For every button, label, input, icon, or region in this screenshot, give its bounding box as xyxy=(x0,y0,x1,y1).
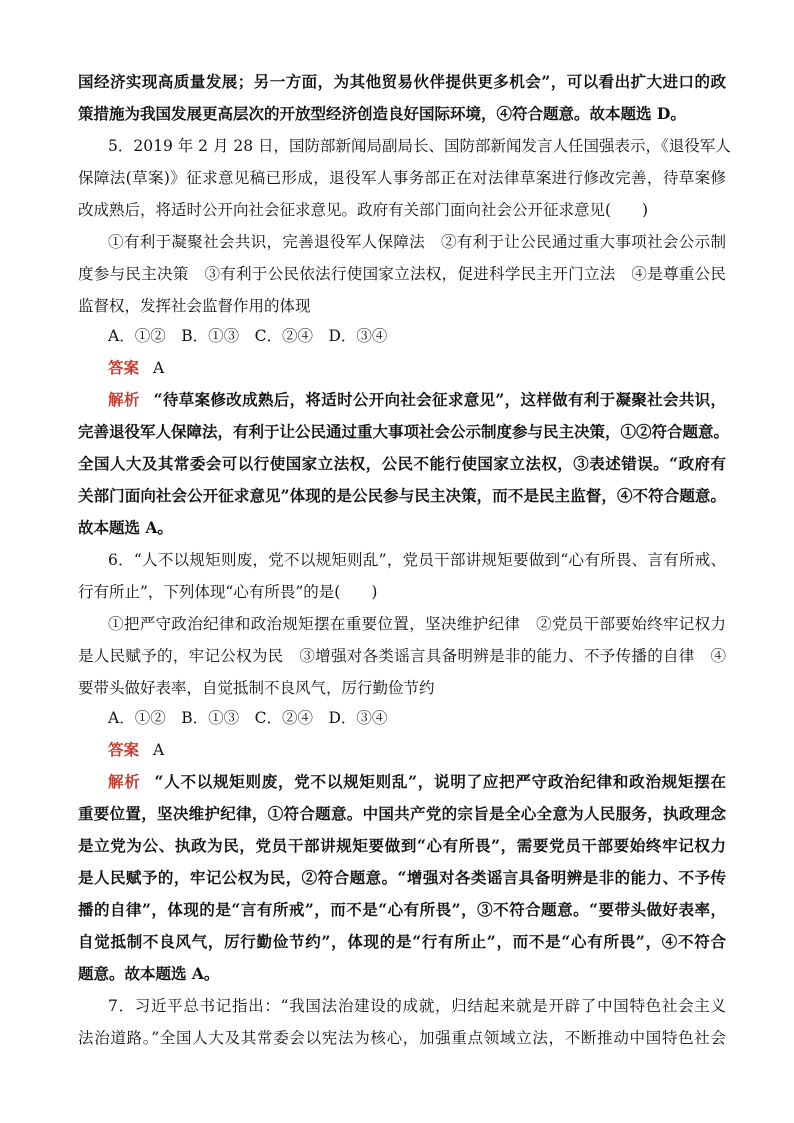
analysis-line xyxy=(108,390,726,410)
analysis-label: 解析 xyxy=(108,390,140,409)
question-stem: 改成熟后，将适时公开向社会征求意见。政府有关部门面向社会公开征求意见( ) xyxy=(78,201,649,219)
question-statement: 要带头做好表率，自觉抵制不良风气，厉行勤俭节约 xyxy=(78,679,435,697)
answer-value: A xyxy=(153,741,165,759)
analysis-text: 是人民赋予的，牢记公权为民，②符合题意。“增强对各类谣言具备明辨是非的能力、不予传 xyxy=(78,868,726,887)
question-statement: 度参与民主决策 ③有利于公民依法行使国家立法权，促进科学民主开门立法 ④是尊重公民 xyxy=(78,265,726,283)
question-options: A．①② B．①③ C．②④ D．③④ xyxy=(108,327,388,345)
analysis-label: 解析 xyxy=(108,772,141,791)
analysis-text: “待草案修改成熟后，将适时公开向社会征求意见”，这样做有利于凝聚社会共识， xyxy=(153,390,726,409)
analysis-text: 播的自律”，体现的是“言有所戒”，而不是“心有所畏”，③不符合题意。“要带头做好表率， xyxy=(78,900,726,919)
question-statement: 监督权，发挥社会监督作用的体现 xyxy=(78,297,311,315)
question-options: A．①② B．①③ C．②④ D．③④ xyxy=(108,709,388,727)
answer-label: 答案 xyxy=(108,740,140,759)
analysis-text: 关部门面向社会公开征求意见”体现的是公民参与民主决策，而不是民主监督，④不符合题意。 xyxy=(78,486,726,505)
question-statement: 是人民赋予的，牢记公权为民 ③增强对各类谣言具备明辨是非的能力、不予传播的自律 ④ xyxy=(78,647,726,665)
analysis-text: 是立党为公、执政为民，党员干部讲规矩要做到“心有所畏”，需要党员干部要始终牢记权力 xyxy=(78,836,726,855)
question-stem: 行有所止”，下列体现“心有所畏”的是( ) xyxy=(78,583,378,601)
question-stem: 6．“人不以规矩则废，党不以规矩则乱”，党员干部讲规矩要做到“心有所畏、言有所戒、 xyxy=(108,551,726,569)
question-stem: 7．习近平总书记指出：“我国法治建设的成就，归结起来就是开辟了中国特色社会主义 xyxy=(108,997,726,1015)
answer-label: 答案 xyxy=(108,358,140,377)
analysis-text: 重要位置，坚决维护纪律，①符合题意。中国共产党的宗旨是全心全意为人民服务，执政理念 xyxy=(78,804,726,823)
answer-line xyxy=(108,740,726,760)
analysis-text: 完善退役军人保障法，有利于让公民通过重大事项社会公示制度参与民主决策，①②符合题意。 xyxy=(78,422,730,441)
question-statement: ①把严守政治纪律和政治规矩摆在重要位置，坚决维护纪律 ②党员干部要始终牢记权力 xyxy=(108,615,726,633)
analysis-line xyxy=(108,772,726,792)
question-stem: 5．2019 年 2 月 28 日，国防部新闻局副局长、国防部新闻发言人任国强表示，《退役军人 xyxy=(108,137,731,155)
question-statement: ①有利于凝聚社会共识，完善退役军人保障法 ②有利于让公民通过重大事项社会公示制 xyxy=(108,233,726,251)
question-stem: 保障法(草案)》征求意见稿已形成，退役军人事务部正在对法律草案进行修改完善，待草案修 xyxy=(78,169,726,187)
answer-line xyxy=(108,358,726,378)
analysis-text: 故本题选 A。 xyxy=(78,518,173,537)
analysis-text: 全国人大及其常委会可以行使国家立法权，公民不能行使国家立法权，③表述错误。“政府有 xyxy=(78,454,726,473)
question-stem: 法治道路。”全国人大及其常委会以宪法为核心，加强重点领域立法，不断推动中国特色社会 xyxy=(78,1029,726,1047)
answer-value: A xyxy=(153,359,165,377)
continuation-line: 策措施为我国发展更高层次的开放型经济创造良好国际环境，④符合题意。故本题选 D。 xyxy=(78,104,686,123)
analysis-text: 题意。故本题选 A。 xyxy=(78,964,220,983)
continuation-line: 国经济实现高质量发展；另一方面，为其他贸易伙伴提供更多机会”，可以看出扩大进口的政 xyxy=(78,72,726,91)
analysis-text: “人不以规矩则废，党不以规矩则乱”，说明了应把严守政治纪律和政治规矩摆在 xyxy=(154,772,726,791)
analysis-text: 自觉抵制不良风气，厉行勤俭节约”，体现的是“行有所止”，而不是“心有所畏”，④不符合 xyxy=(78,932,726,951)
